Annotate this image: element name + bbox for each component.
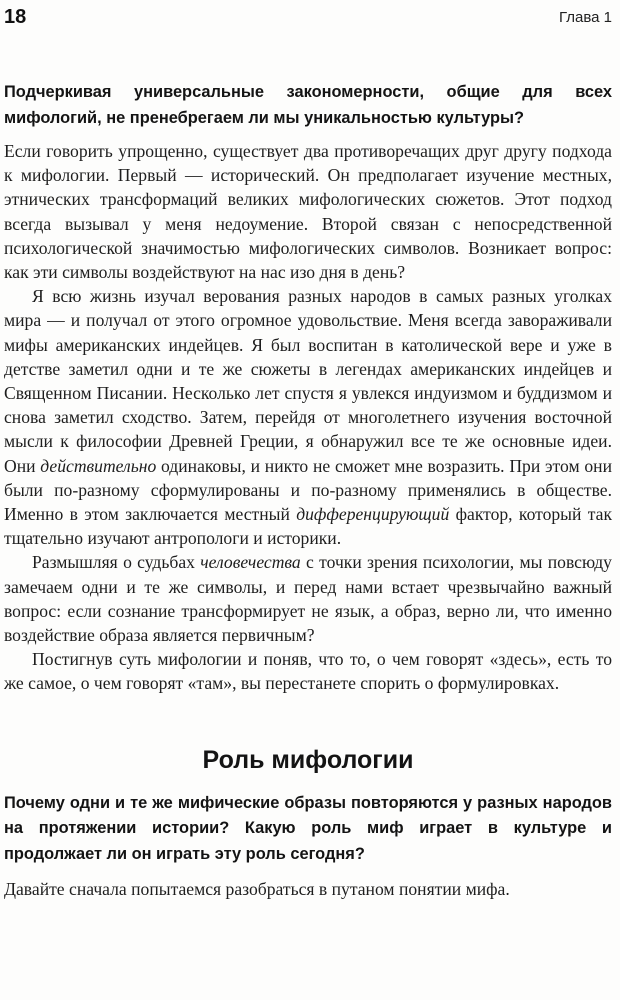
emphasis-differentsiruyushchiy: дифференцирующий	[296, 504, 450, 525]
question-heading: Подчеркивая универсальные закономерности, общие для всех мифологий, не пренебрегаем ли мы уникальностью культуры?	[4, 83, 612, 127]
paragraph-5: Давайте сначала попытаемся разобраться в путаном понятии мифа.	[4, 879, 510, 900]
emphasis-deystvitelno: действительно	[40, 455, 157, 476]
page-body	[4, 80, 612, 901]
paragraph-1: Если говорить упрощенно, существует два противоречащих друг другу подхода к мифологии. Первый — исторический. Он предполагает изучение местных, этнических трансформаций великих мифологических сюжетов. Этот подход всегда вызывал у меня недоумение. Второй связан с непосредственной психологической значимостью мифологических символов. Возникает вопрос: как эти символы воздействуют на нас изо дня в день?	[4, 141, 612, 283]
section-title: Роль мифологии	[202, 745, 414, 774]
paragraph-2	[4, 284, 612, 550]
emphasis-chelovechestva: человечества	[200, 552, 301, 573]
paragraph-2-text-b: одинаковы, и никто не сможет мне возразить. При этом они были по-разному сформулированы и по-разному применялись в обществе. Именно в этом заключается местный	[4, 455, 612, 525]
page-header	[0, 0, 620, 36]
paragraph-3-text-b: с точки зрения психологии, мы повсюду замечаем одни и те же символы, и перед нами встает чрезвычайно важный вопрос: если сознание трансформирует не язык, а образ, верно ли, что именно воздействие образа является первичным?	[4, 552, 612, 646]
chapter-title: Глава 1	[558, 9, 612, 26]
question-heading-2: Почему одни и те же мифические образы повторяются у разных народов на протяжении истории? Какую роль миф играет в культуре и продолжает ли он играть эту роль сегодня?	[4, 793, 612, 863]
page-number: 18	[4, 6, 27, 28]
paragraph-3-text-a: Размышляя о судьбах	[32, 552, 201, 573]
paragraph-4: Постигнув суть мифологии и поняв, что то, о чем говорят «здесь», есть то же самое, о чем говорят «там», вы перестанете спорить о формулировках.	[4, 649, 612, 694]
paragraph-2-text-a: Я всю жизнь изучал верования разных народов в самых разных уголках мира — и получал от этого огромное удовольствие. Меня всегда завораживали мифы американских индейцев. Я был воспитан в католической вере и уже в детстве заметил одни и те же сюжеты в легендах американских индейцев и Священном Писании. Несколько лет спустя я увлекся индуизмом и буддизмом и снова заметил сходство. Затем, перейдя от многолетнего изучения восточной мысли к философии Древней Греции, я обнаружил все те же основные идеи. Они	[4, 286, 612, 476]
paragraph-3	[4, 550, 612, 647]
paragraph-2-text-c: фактор, который так тщательно изучают антропологи и историки.	[4, 504, 613, 549]
